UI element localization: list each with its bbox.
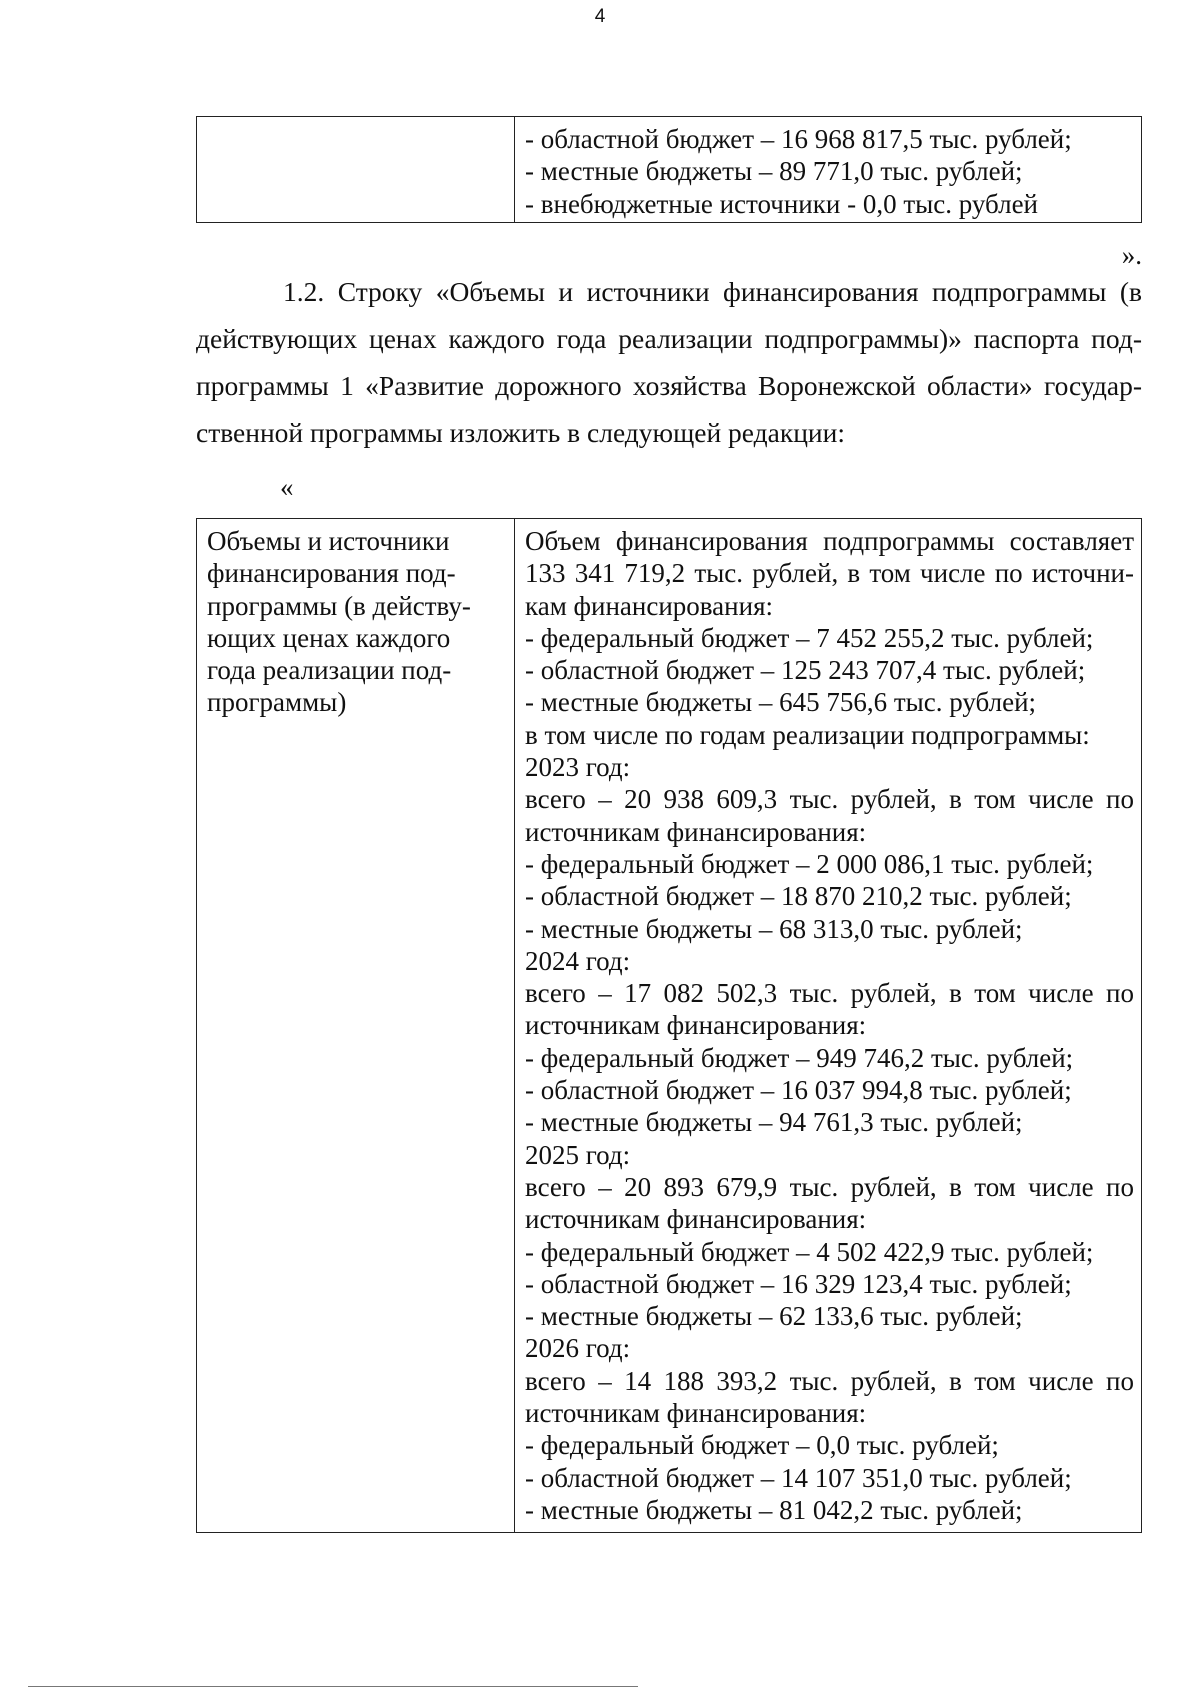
label-line: программы (в действу-: [207, 590, 471, 621]
financing-line: - областной бюджет – 125 243 707,4 тыс. рублей;: [525, 655, 1086, 686]
financing-line: 133 341 719,2 тыс. рублей, в том числе по источни-: [525, 558, 1134, 589]
local-budget-line: - местные бюджеты – 89 771,0 тыс. рублей;: [525, 156, 1023, 187]
financing-line: - местные бюджеты – 645 756,6 тыс. рублей;: [525, 687, 1037, 718]
label-line: ющих ценах каждого: [207, 622, 451, 653]
financing-line: источникам финансирования:: [525, 1398, 867, 1429]
paragraph-line: ственной программы изложить в следующей редакции:: [196, 417, 845, 448]
table-row: [197, 519, 1142, 1533]
financing-line: всего – 17 082 502,3 тыс. рублей, в том числе по: [525, 978, 1134, 1009]
financing-details-cell: [515, 519, 1142, 1533]
financing-line: 2024 год:: [525, 945, 631, 976]
page-number: 4: [594, 6, 606, 27]
financing-line: кам финансирования:: [525, 590, 773, 621]
extra-budget-line: - внебюджетные источники - 0,0 тыс. рублей: [525, 188, 1038, 219]
paragraph-line: программы 1 «Развитие дорожного хозяйства Воронежской области» государ-: [196, 370, 1142, 401]
continuation-table: [196, 116, 1142, 223]
label-line: программы): [207, 687, 347, 718]
financing-line: источникам финансирования:: [525, 1010, 867, 1041]
financing-label-cell: [197, 519, 515, 1533]
table-row: [197, 117, 1142, 223]
financing-line: 2023 год:: [525, 752, 631, 783]
financing-line: - местные бюджеты – 68 313,0 тыс. рублей;: [525, 913, 1023, 944]
financing-line: - областной бюджет – 16 329 123,4 тыс. рублей;: [525, 1268, 1072, 1299]
financing-line: всего – 14 188 393,2 тыс. рублей, в том числе по: [525, 1365, 1134, 1396]
label-line: года реализации под-: [207, 655, 452, 686]
financing-line: 2026 год:: [525, 1333, 631, 1364]
financing-line: - областной бюджет – 18 870 210,2 тыс. рублей;: [525, 881, 1072, 912]
opening-quote: «: [280, 472, 294, 502]
financing-line: Объем финансирования подпрограммы составляет: [525, 526, 1134, 556]
label-line: Объемы и источники: [207, 526, 450, 556]
empty-label-cell: [197, 117, 515, 223]
financing-line: - местные бюджеты – 94 761,3 тыс. рублей;: [525, 1107, 1023, 1138]
financing-line: всего – 20 893 679,9 тыс. рублей, в том числе по: [525, 1171, 1134, 1202]
financing-line: - федеральный бюджет – 7 452 255,2 тыс. рублей;: [525, 622, 1094, 653]
financing-line: в том числе по годам реализации подпрограммы:: [525, 719, 1090, 750]
regional-budget-line: - областной бюджет – 16 968 817,5 тыс. рублей;: [525, 124, 1072, 154]
closing-quote: ».: [1121, 240, 1142, 270]
paragraph-line: действующих ценах каждого года реализации подпрограммы)» паспорта под-: [196, 323, 1142, 354]
paragraph-line: 1.2. Строку «Объемы и источники финансирования подпрограммы (в: [283, 276, 1142, 307]
financing-line: 2025 год:: [525, 1139, 631, 1170]
financing-line: - федеральный бюджет – 4 502 422,9 тыс. рублей;: [525, 1236, 1094, 1267]
financing-line: - местные бюджеты – 62 133,6 тыс. рублей;: [525, 1301, 1023, 1332]
financing-line: - местные бюджеты – 81 042,2 тыс. рублей;: [525, 1494, 1023, 1525]
financing-table: [196, 518, 1142, 1533]
financing-line: - федеральный бюджет – 0,0 тыс. рублей;: [525, 1430, 999, 1461]
bottom-divider: [28, 1686, 638, 1687]
financing-line: - федеральный бюджет – 2 000 086,1 тыс. рублей;: [525, 848, 1094, 879]
financing-line: всего – 20 938 609,3 тыс. рублей, в том числе по: [525, 784, 1134, 815]
financing-line: - федеральный бюджет – 949 746,2 тыс. рублей;: [525, 1042, 1074, 1073]
label-line: финансирования под-: [207, 558, 456, 589]
financing-line: - областной бюджет – 14 107 351,0 тыс. рублей;: [525, 1462, 1072, 1493]
financing-line: источникам финансирования:: [525, 816, 867, 847]
financing-continuation-cell: [515, 117, 1142, 223]
financing-line: - областной бюджет – 16 037 994,8 тыс. рублей;: [525, 1075, 1072, 1106]
financing-line: источникам финансирования:: [525, 1204, 867, 1235]
amendment-paragraph: [196, 268, 1142, 456]
